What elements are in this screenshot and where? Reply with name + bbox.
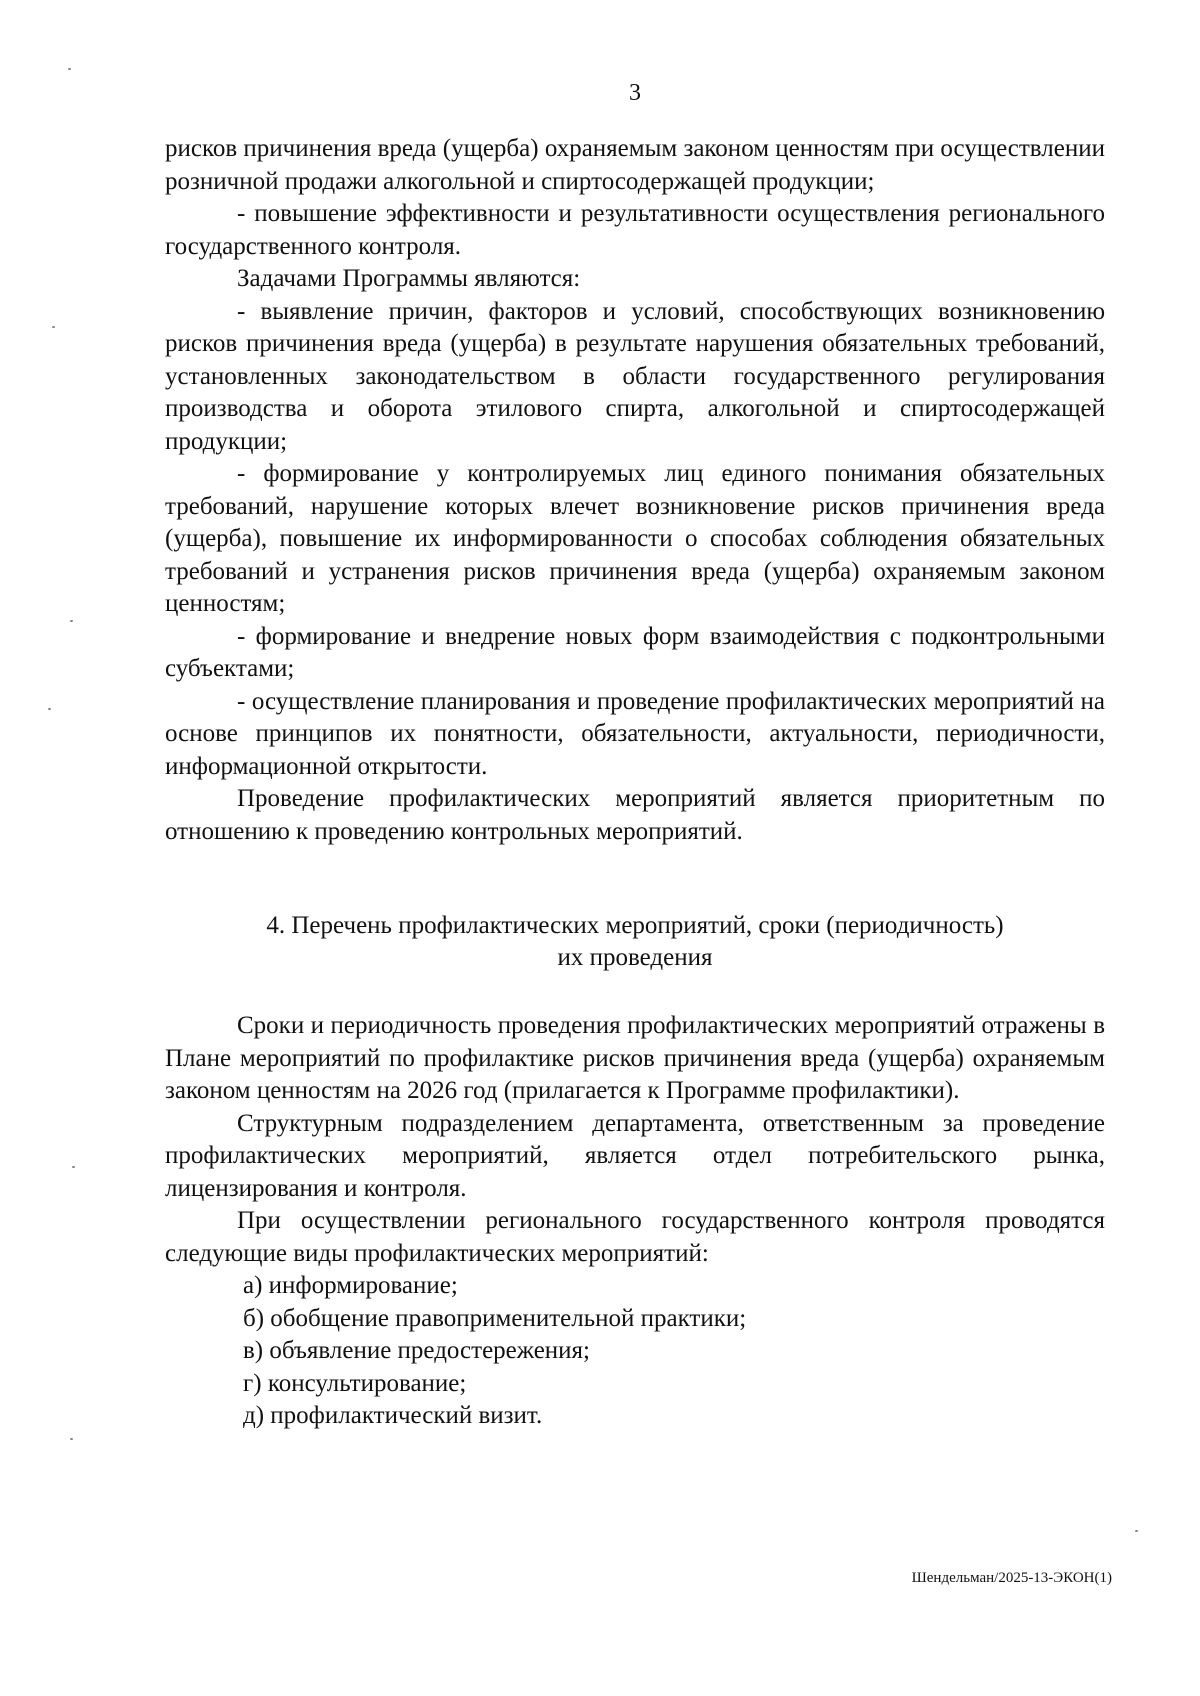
- paragraph-risks-continuation: рисков причинения вреда (ущерба) охраняемым законом ценностям при осуществлении розничной продажи алкогольной и спиртосодержащей продукции;: [165, 135, 1105, 195]
- list-item: д) профилактический визит.: [243, 1402, 543, 1429]
- paragraph-task-understanding: - формирование у контролируемых лиц единого понимания обязательных требований, нарушение которых влечет возникновение рисков причинения вреда (ущерба), повышение их информированности о способах соблюдения обязательных требований и устранения рисков причинения вреда (ущерба) охраняемым законом ценностям;: [165, 460, 1105, 617]
- scan-speck: [70, 620, 73, 622]
- list-item: а) информирование;: [243, 1272, 458, 1299]
- paragraph-task-identification: - выявление причин, факторов и условий, способствующих возникновению рисков причинения вреда (ущерба) в результате нарушения обязательных требований, установленных законодательством в области государственного регулирования производства и оборота этилового спирта, алкогольной и спиртосодержащей продукции;: [165, 297, 1105, 455]
- measure-types-list: [165, 1270, 1105, 1433]
- paragraph-task-planning: - осуществление планирования и проведение профилактических мероприятий на основе принципов их понятности, обязательности, актуальности, периодичности, информационной открытости.: [165, 687, 1105, 780]
- scan-speck: [1135, 1530, 1138, 1532]
- body-text-part1: [165, 133, 1105, 848]
- paragraph-task-interaction: - формирование и внедрение новых форм взаимодействия с подконтрольными субъектами;: [165, 622, 1105, 682]
- paragraph-responsible-unit: Структурным подразделением департамента, ответственным за проведение профилактических мероприятий, является отдел потребительского рынка, лицензирования и контроля.: [165, 1109, 1105, 1202]
- section-4-heading-line-2: их проведения: [557, 944, 713, 971]
- section-4-heading-line-1: 4. Перечень профилактических мероприятий, сроки (периодичность): [266, 912, 1004, 939]
- paragraph-terms: Сроки и периодичность проведения профилактических мероприятий отражены в Плане мероприятий по профилактике рисков причинения вреда (ущерба) охраняемым законом ценностям на 2026 год (прилагается к Программе профилактики).: [165, 1012, 1105, 1104]
- list-item: б) обобщение правоприменительной практики;: [243, 1304, 747, 1332]
- scan-speck: [72, 1166, 75, 1168]
- paragraph-tasks-intro: Задачами Программы являются:: [237, 265, 581, 292]
- paragraph-priority: Проведение профилактических мероприятий является приоритетным по отношению к проведению контрольных мероприятий.: [165, 785, 1105, 845]
- list-item: в) объявление предостережения;: [243, 1337, 590, 1364]
- list-item: г) консультирование;: [243, 1369, 467, 1397]
- body-text-section-4: [165, 1010, 1105, 1433]
- document-code: Шендельман/2025-13-ЭКОН(1): [911, 1570, 1112, 1586]
- scan-speck: [70, 1438, 73, 1440]
- paragraph-goal-efficiency: - повышение эффективности и результативности осуществления регионального государственного контроля.: [165, 200, 1105, 260]
- section-4-heading: [165, 910, 1105, 974]
- scan-speck: [52, 326, 55, 328]
- paragraph-measure-types-intro: При осуществлении регионального государственного контроля проводятся следующие виды профилактических мероприятий:: [165, 1207, 1105, 1267]
- scan-speck: [48, 708, 51, 710]
- scan-speck: [68, 68, 71, 70]
- page-number: 3: [629, 80, 641, 106]
